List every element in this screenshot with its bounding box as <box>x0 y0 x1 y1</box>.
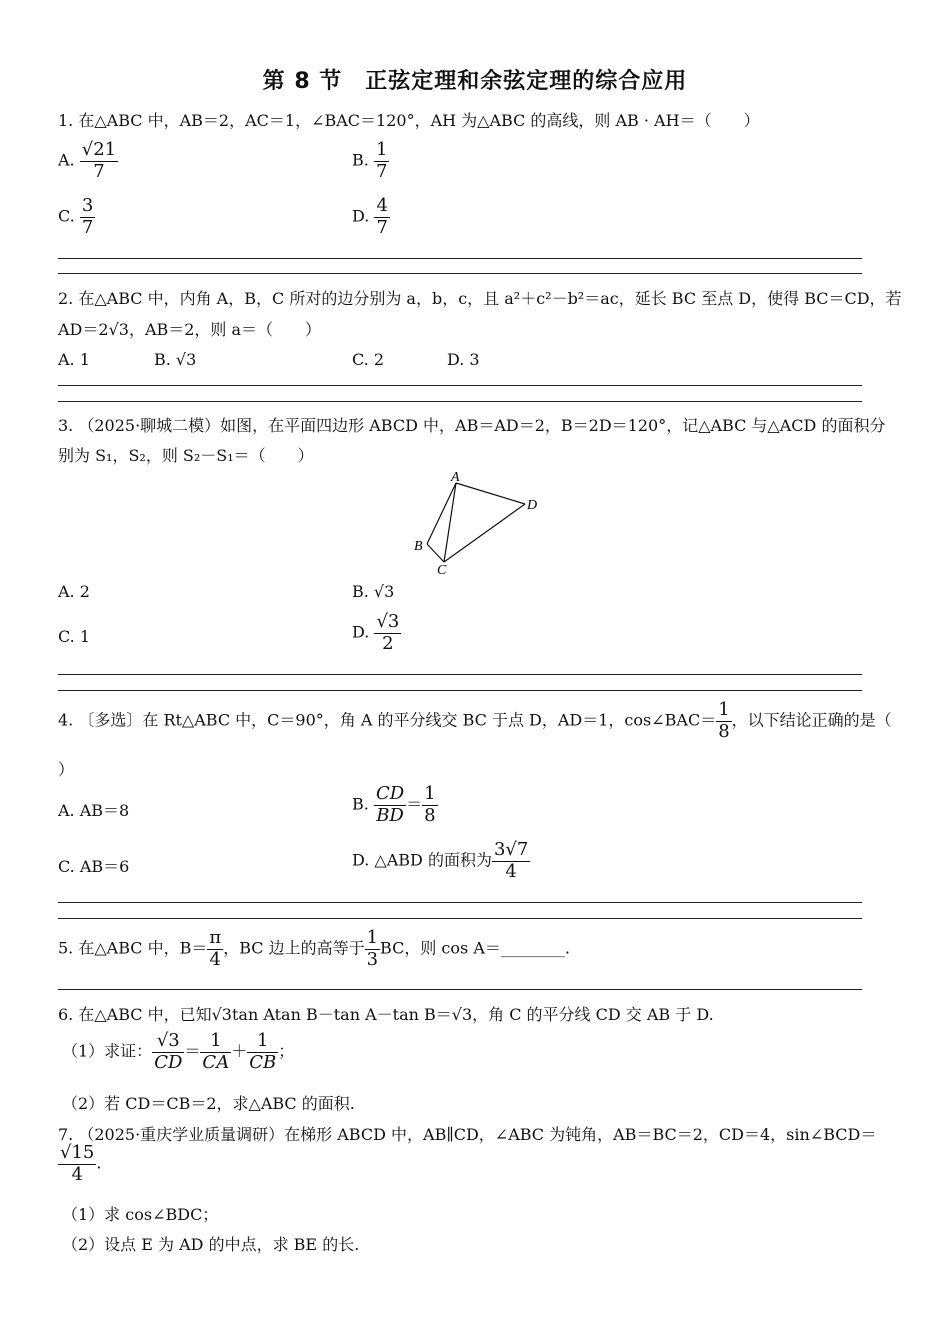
q1-option-d: D. $\frac{4}{7}$ <box>352 195 388 238</box>
q4-option-a: A. AB＝8 <box>58 801 130 820</box>
q4-stem-line2: ） <box>58 760 75 779</box>
answer-line <box>58 902 862 903</box>
q5-angle-fraction: $\frac{\pi}{4}$ <box>209 927 222 970</box>
q1-stem: 1. 在△ABC 中，AB＝2，AC＝1，∠BAC＝120°，AH 为△ABC 的高线，则 AB · AH＝（ ） <box>58 111 760 130</box>
segment-cd <box>444 504 525 562</box>
q6-fraction-2: $\frac{1}{CA}$ <box>202 1030 230 1073</box>
q3-option-d-fraction: $\frac{√3}{2}$ <box>376 611 400 654</box>
q3-option-b: B. √3 <box>352 582 395 601</box>
answer-line <box>58 258 862 259</box>
vertex-label-c: C <box>437 563 447 578</box>
q1-option-c-fraction: $\frac{3}{7}$ <box>81 195 94 238</box>
vertex-label-d: D <box>527 498 538 513</box>
q4-option-b: B. $\frac{CD}{BD}$ ＝ $\frac{1}{8}$ <box>352 783 436 826</box>
vertex-label-a: A <box>451 470 460 485</box>
q7-stem-line1: 7. （2025·重庆学业质量调研）在梯形 ABCD 中，AB∥CD，∠ABC 为钝角，AB＝BC＝2，CD＝4，sin∠BCD＝ <box>58 1125 877 1144</box>
q3-option-d: D. $\frac{√3}{2}$ <box>352 611 400 654</box>
q7-stem-line2: $\frac{√15}{4}$ . <box>60 1142 102 1185</box>
q6-stem: 6. 在△ABC 中，已知√3tan Atan B－tan A－tan B＝√3，角 C 的平分线 CD 交 AB 于 D. <box>58 1005 714 1024</box>
answer-line <box>58 690 862 691</box>
q7-sin-fraction: $\frac{√15}{4}$ <box>60 1142 95 1185</box>
answer-line <box>58 385 862 386</box>
q3-quadrilateral-figure <box>405 465 550 580</box>
segment-ad <box>456 483 525 504</box>
q6-fraction-1: $\frac{√3}{CD}$ <box>154 1030 183 1073</box>
q4-option-d: D. △ABD 的面积为 $\frac{3√7}{4}$ <box>352 839 529 882</box>
answer-line <box>58 918 862 919</box>
q6-part1: （1）求证： $\frac{√3}{CD}$ ＝ $\frac{1}{CA}$ ＋ $\frac{1}{CB}$ ； <box>62 1030 295 1073</box>
answer-line <box>58 989 862 990</box>
q6-part2: （2）若 CD＝CB＝2，求△ABC 的面积. <box>62 1094 355 1113</box>
vertex-label-b: B <box>414 539 423 554</box>
q3-stem-line1: 3. （2025·聊城二模）如图，在平面四边形 ABCD 中，AB＝AD＝2，B＝2D＝120°，记△ABC 与△ACD 的面积分 <box>58 416 886 435</box>
q3-stem-line2: 别为 S₁，S₂，则 S₂－S₁＝（ ） <box>58 446 314 465</box>
q1-option-a-fraction: $\frac{√21}{7}$ <box>81 139 117 182</box>
q1-option-c: C. $\frac{3}{7}$ <box>58 195 94 238</box>
q2-stem-line2: AD＝2√3，AB＝2，则 a＝（ ） <box>58 320 322 339</box>
q4-option-d-fraction: $\frac{3√7}{4}$ <box>493 839 529 882</box>
q4-stem-line1: 4. 〔多选〕在 Rt△ABC 中，C＝90°，角 A 的平分线交 BC 于点 D，AD＝1，cos∠BAC＝ $\frac{1}{8}$ ，以下结论正确的是（ <box>58 699 892 742</box>
q2-option-a: A. 1 <box>58 350 90 369</box>
answer-line <box>58 674 862 675</box>
q1-option-b: B. $\frac{1}{7}$ <box>352 139 388 182</box>
q3-option-c: C. 1 <box>58 627 91 646</box>
q6-fraction-3: $\frac{1}{CB}$ <box>249 1030 277 1073</box>
q1-option-a: A. $\frac{√21}{7}$ <box>58 139 117 182</box>
q3-option-a: A. 2 <box>58 582 90 601</box>
q1-option-d-fraction: $\frac{4}{7}$ <box>376 195 388 238</box>
q5-stem: 5. 在△ABC 中，B＝ $\frac{\pi}{4}$ ，BC 边上的高等于 $\frac{1}{3}$ BC，则 cos A＝________. <box>58 927 570 970</box>
q4-cos-fraction: $\frac{1}{8}$ <box>718 699 730 742</box>
page-title: 第 8 节 正弦定理和余弦定理的综合应用 <box>262 69 688 94</box>
q4-option-b-right-fraction: $\frac{1}{8}$ <box>424 783 436 826</box>
q2-stem-line1: 2. 在△ABC 中，内角 A，B，C 所对的边分别为 a，b，c，且 a²＋c²－b²＝ac，延长 BC 至点 D，使得 BC＝CD，若 <box>58 289 902 308</box>
answer-line <box>58 401 862 402</box>
q2-option-c: C. 2 <box>352 350 385 369</box>
q2-option-d: D. 3 <box>447 350 480 369</box>
answer-line <box>58 273 862 274</box>
q7-part2: （2）设点 E 为 AD 的中点，求 BE 的长. <box>62 1235 360 1254</box>
q7-part1: （1）求 cos∠BDC； <box>62 1205 219 1224</box>
segment-bc <box>427 544 444 562</box>
q4-option-b-left-fraction: $\frac{CD}{BD}$ <box>375 783 405 826</box>
q4-option-c: C. AB＝6 <box>58 857 130 876</box>
q1-option-b-fraction: $\frac{1}{7}$ <box>375 139 388 182</box>
q2-option-b: B. √3 <box>154 350 197 369</box>
q5-height-fraction: $\frac{1}{3}$ <box>366 927 379 970</box>
